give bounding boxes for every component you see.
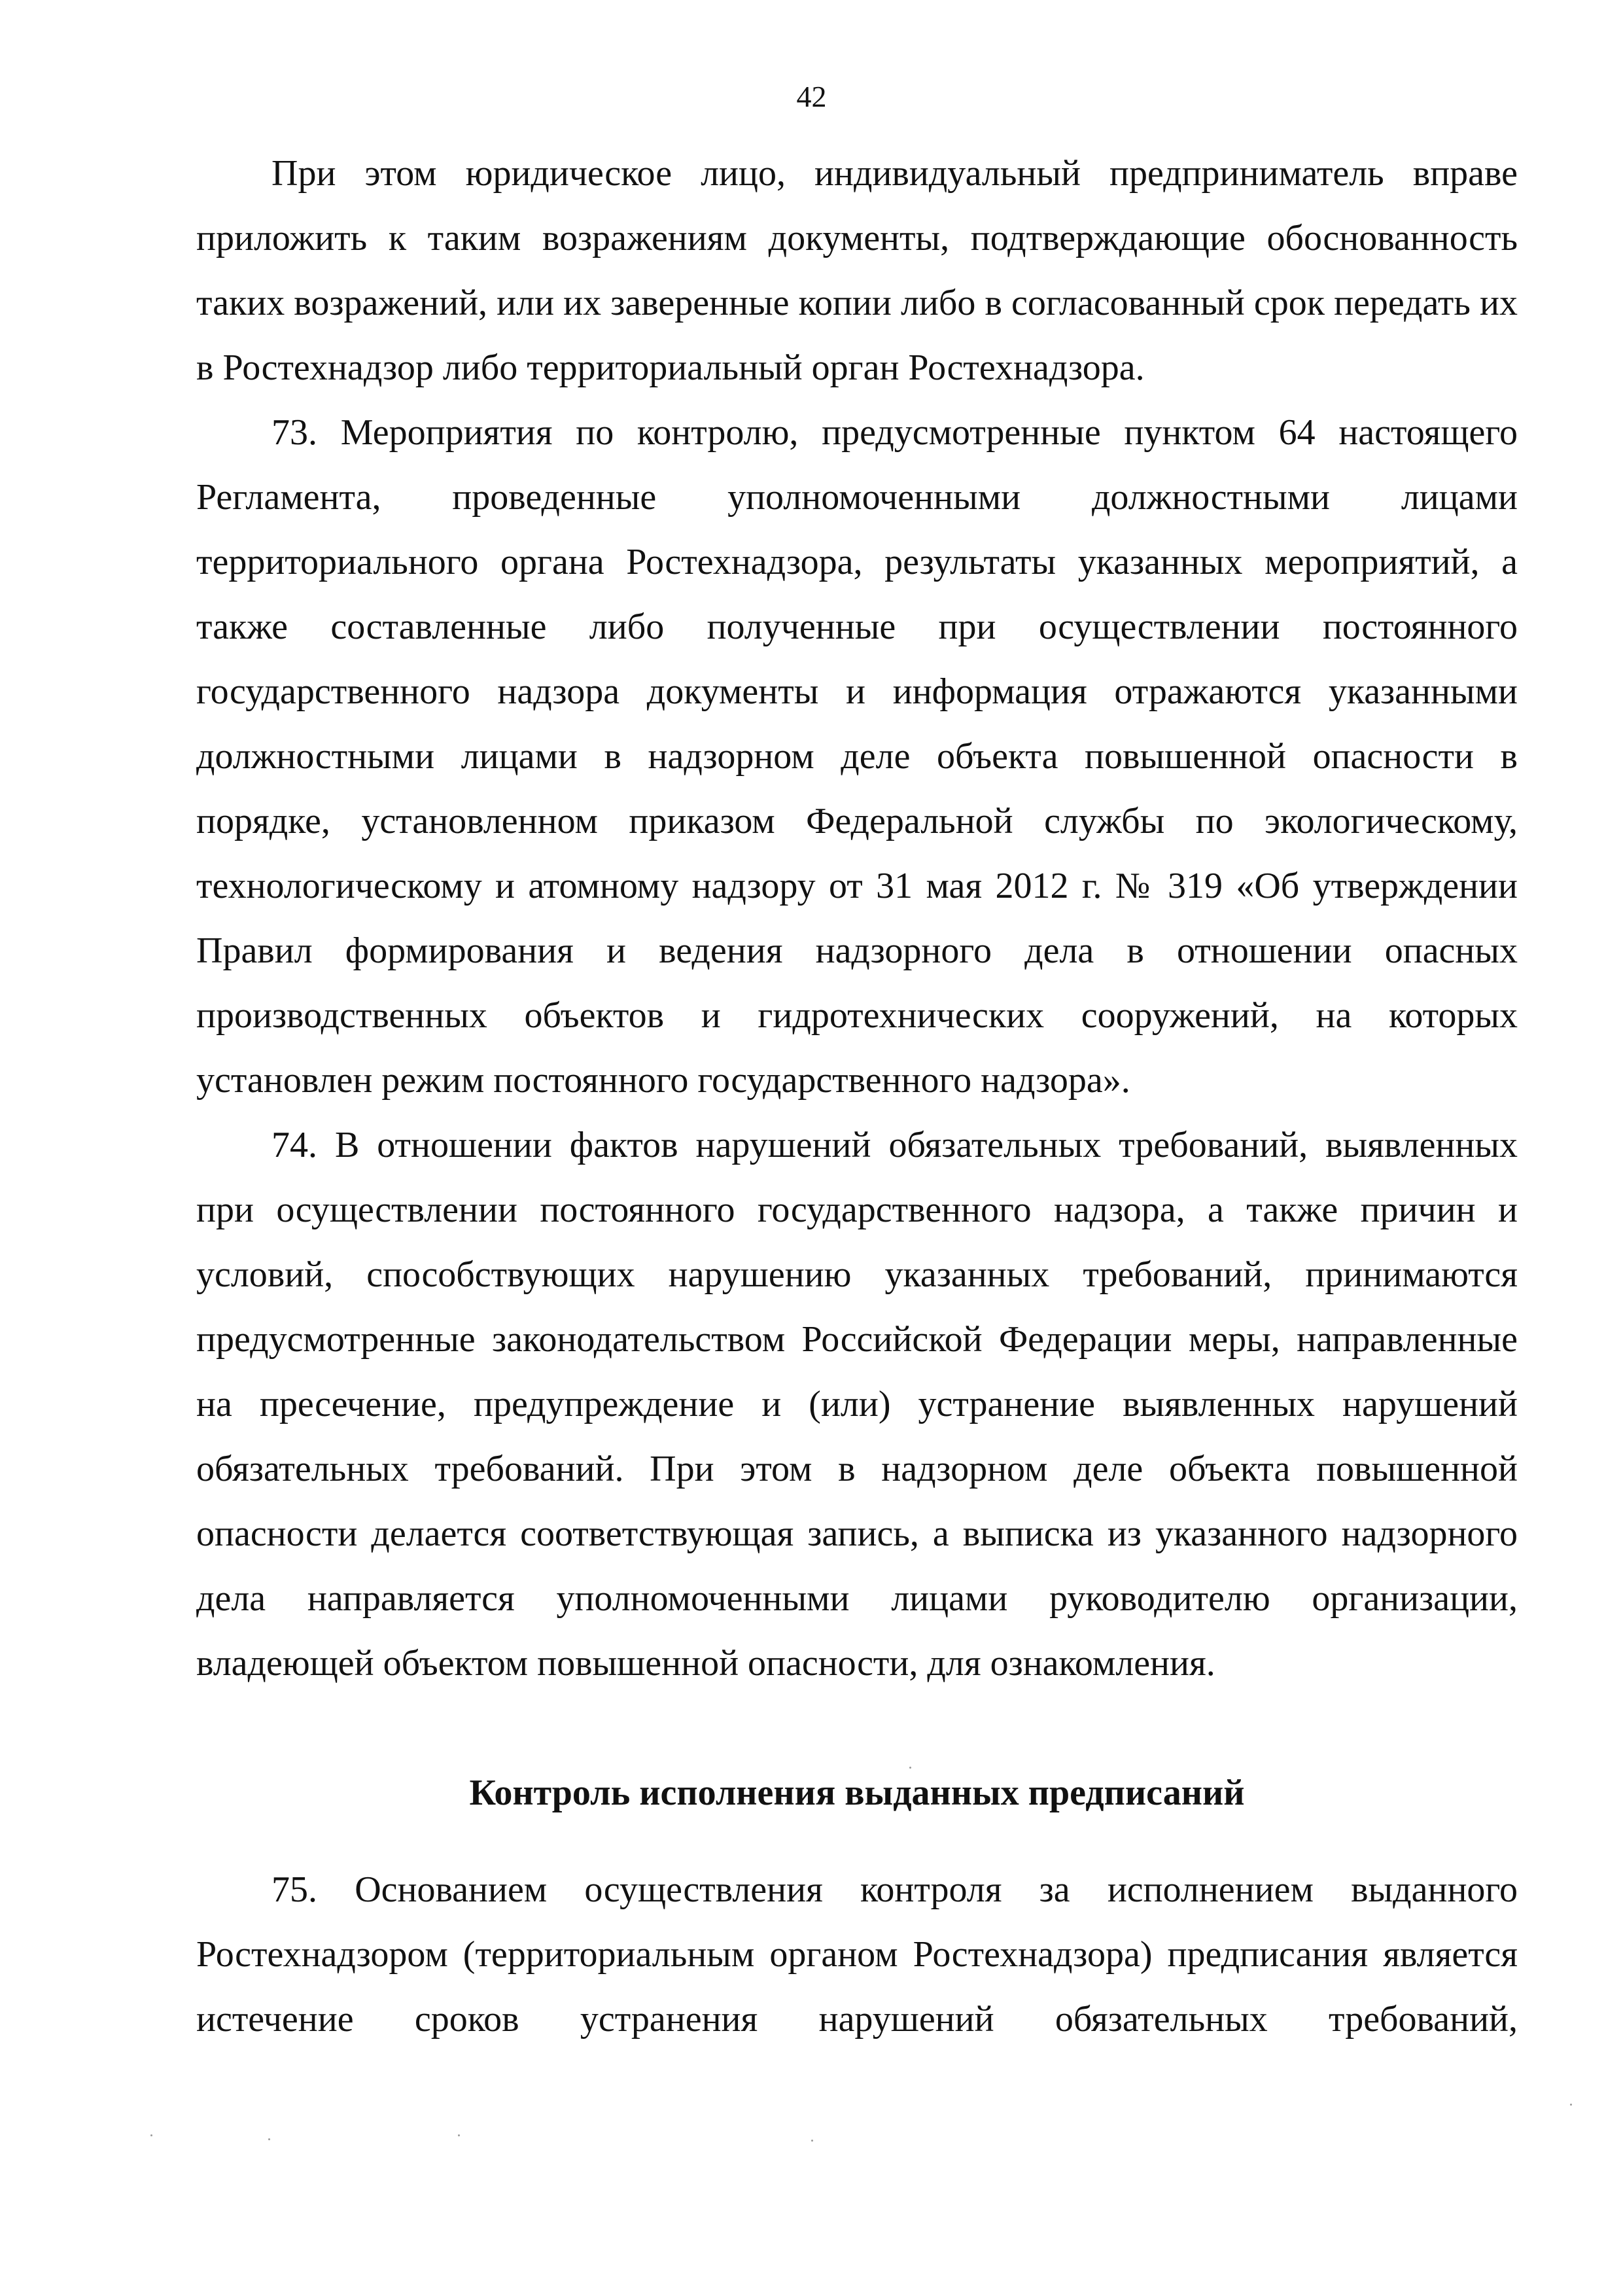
page-number: 42 xyxy=(796,80,827,113)
scan-speck xyxy=(458,2134,460,2136)
scan-speck xyxy=(150,2134,152,2136)
paragraph-73: 73. Мероприятия по контролю, предусмотренные пунктом 64 настоящего Регламента, проведенные уполномоченными должностными лицами территориального органа Ростехнадзора, результаты указанных мероприятий, а также составленные либо полученные при осуществлении постоянного государственного надзора документы и информация отражаются указанными должностными лицами в надзорном деле объекта повышенной опасности в порядке, установленном приказом Федеральной службы по экологическому, технологическому и атомному надзору от 31 мая 2012 г. № 319 «Об утверждении Правил формирования и ведения надзорного дела в отношении опасных производственных объектов и гидротехнических сооружений, на которых установлен режим постоянного государственного надзора». xyxy=(196,412,1518,1101)
scan-speck xyxy=(1570,2104,1572,2106)
paragraph-74: 74. В отношении фактов нарушений обязательных требований, выявленных при осуществлении постоянного государственного надзора, а также причин и условий, способствующих нарушению указанных требований, принимаются предусмотренные законодательством Российской Федерации меры, направленные на пресечение, предупреждение и (или) устранение выявленных нарушений обязательных требований. При этом в надзорном деле объекта повышенной опасности делается соответствующая запись, а выписка из указанного надзорного дела направляется уполномоченными лицами руководителю организации, владеющей объектом повышенной опасности, для ознакомления. xyxy=(196,1125,1518,1684)
document-body xyxy=(196,141,1518,2052)
scan-speck xyxy=(811,2140,813,2142)
section-heading-control-of-orders: Контроль исполнения выданных предписаний xyxy=(469,1773,1245,1813)
scan-speck xyxy=(909,1767,911,1769)
scan-speck xyxy=(268,2138,270,2140)
paragraph-75: 75. Основанием осуществления контроля за исполнением выданного Ростехнадзором (территориальным органом Ростехнадзора) предписания является истечение сроков устранения нарушений обязательных требований, xyxy=(196,1869,1518,2040)
paragraph-objections-documents: При этом юридическое лицо, индивидуальный предприниматель вправе приложить к таким возражениям документы, подтверждающие обоснованность таких возражений, или их заверенные копии либо в согласованный срок передать их в Ростехнадзор либо территориальный орган Ростехнадзора. xyxy=(196,153,1518,388)
